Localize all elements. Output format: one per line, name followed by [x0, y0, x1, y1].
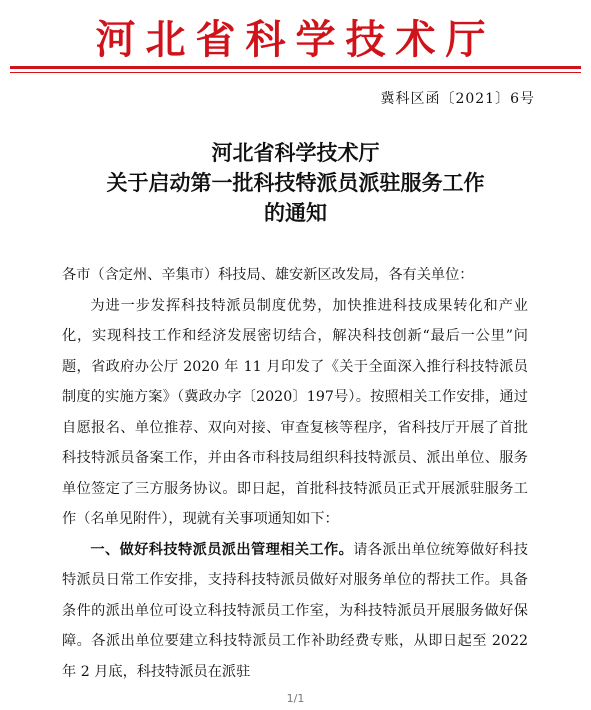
page-indicator: 1/1	[286, 692, 305, 705]
salutation: 各市（含定州、辛集市）科技局、雄安新区改发局，各有关单位：	[62, 267, 474, 283]
letterhead-rule-thin	[10, 72, 581, 73]
title-line-2: 关于启动第一批科技特派员派驻服务工作	[106, 171, 485, 195]
title-line-1: 河北省科学技术厅	[211, 141, 380, 165]
document-number: 冀科区函〔2021〕6号	[380, 91, 535, 107]
letterhead-rule-thick	[10, 66, 581, 69]
document-title	[0, 138, 591, 228]
section-1-heading: 一、做好科技特派员派出管理相关工作。	[90, 541, 354, 558]
section-1-text: 请各派出单位统筹做好科技特派员日常工作安排，支持科技特派员做好对服务单位的帮扶工作。具备条件的派出单位可设立科技特派员工作室，为科技特派员开展服务做好保障。各派出单位要建立科技特派员工作补助经费专账，从即日起至 2022 年 2 月底，科技特派员在派驻	[62, 541, 528, 680]
section-1	[62, 535, 528, 688]
letterhead-title: 河北省科学技术厅	[95, 16, 496, 63]
title-line-3: 的通知	[264, 201, 327, 225]
document-body	[62, 260, 528, 687]
paragraph-1: 为进一步发挥科技特派员制度优势，加快推进科技成果转化和产业化，实现科技工作和经济发展密切结合，解决科技创新“最后一公里”问题，省政府办公厅 2020 年 11 月印发了《关于全面深入推行科技特派员制度的实施方案》（冀政办字〔2020〕197号）。按照相关工作安排，通过自愿报名、单位推荐、双向对接、审查复核等程序，省科技厅开展了首批科技特派员备案工作，并由各市科技局组织科技特派员、派出单位、服务单位签定了三方服务协议。即日起，首批科技特派员正式开展派驻服务工作（名单见附件），现就有关事项通知如下：	[62, 297, 528, 527]
